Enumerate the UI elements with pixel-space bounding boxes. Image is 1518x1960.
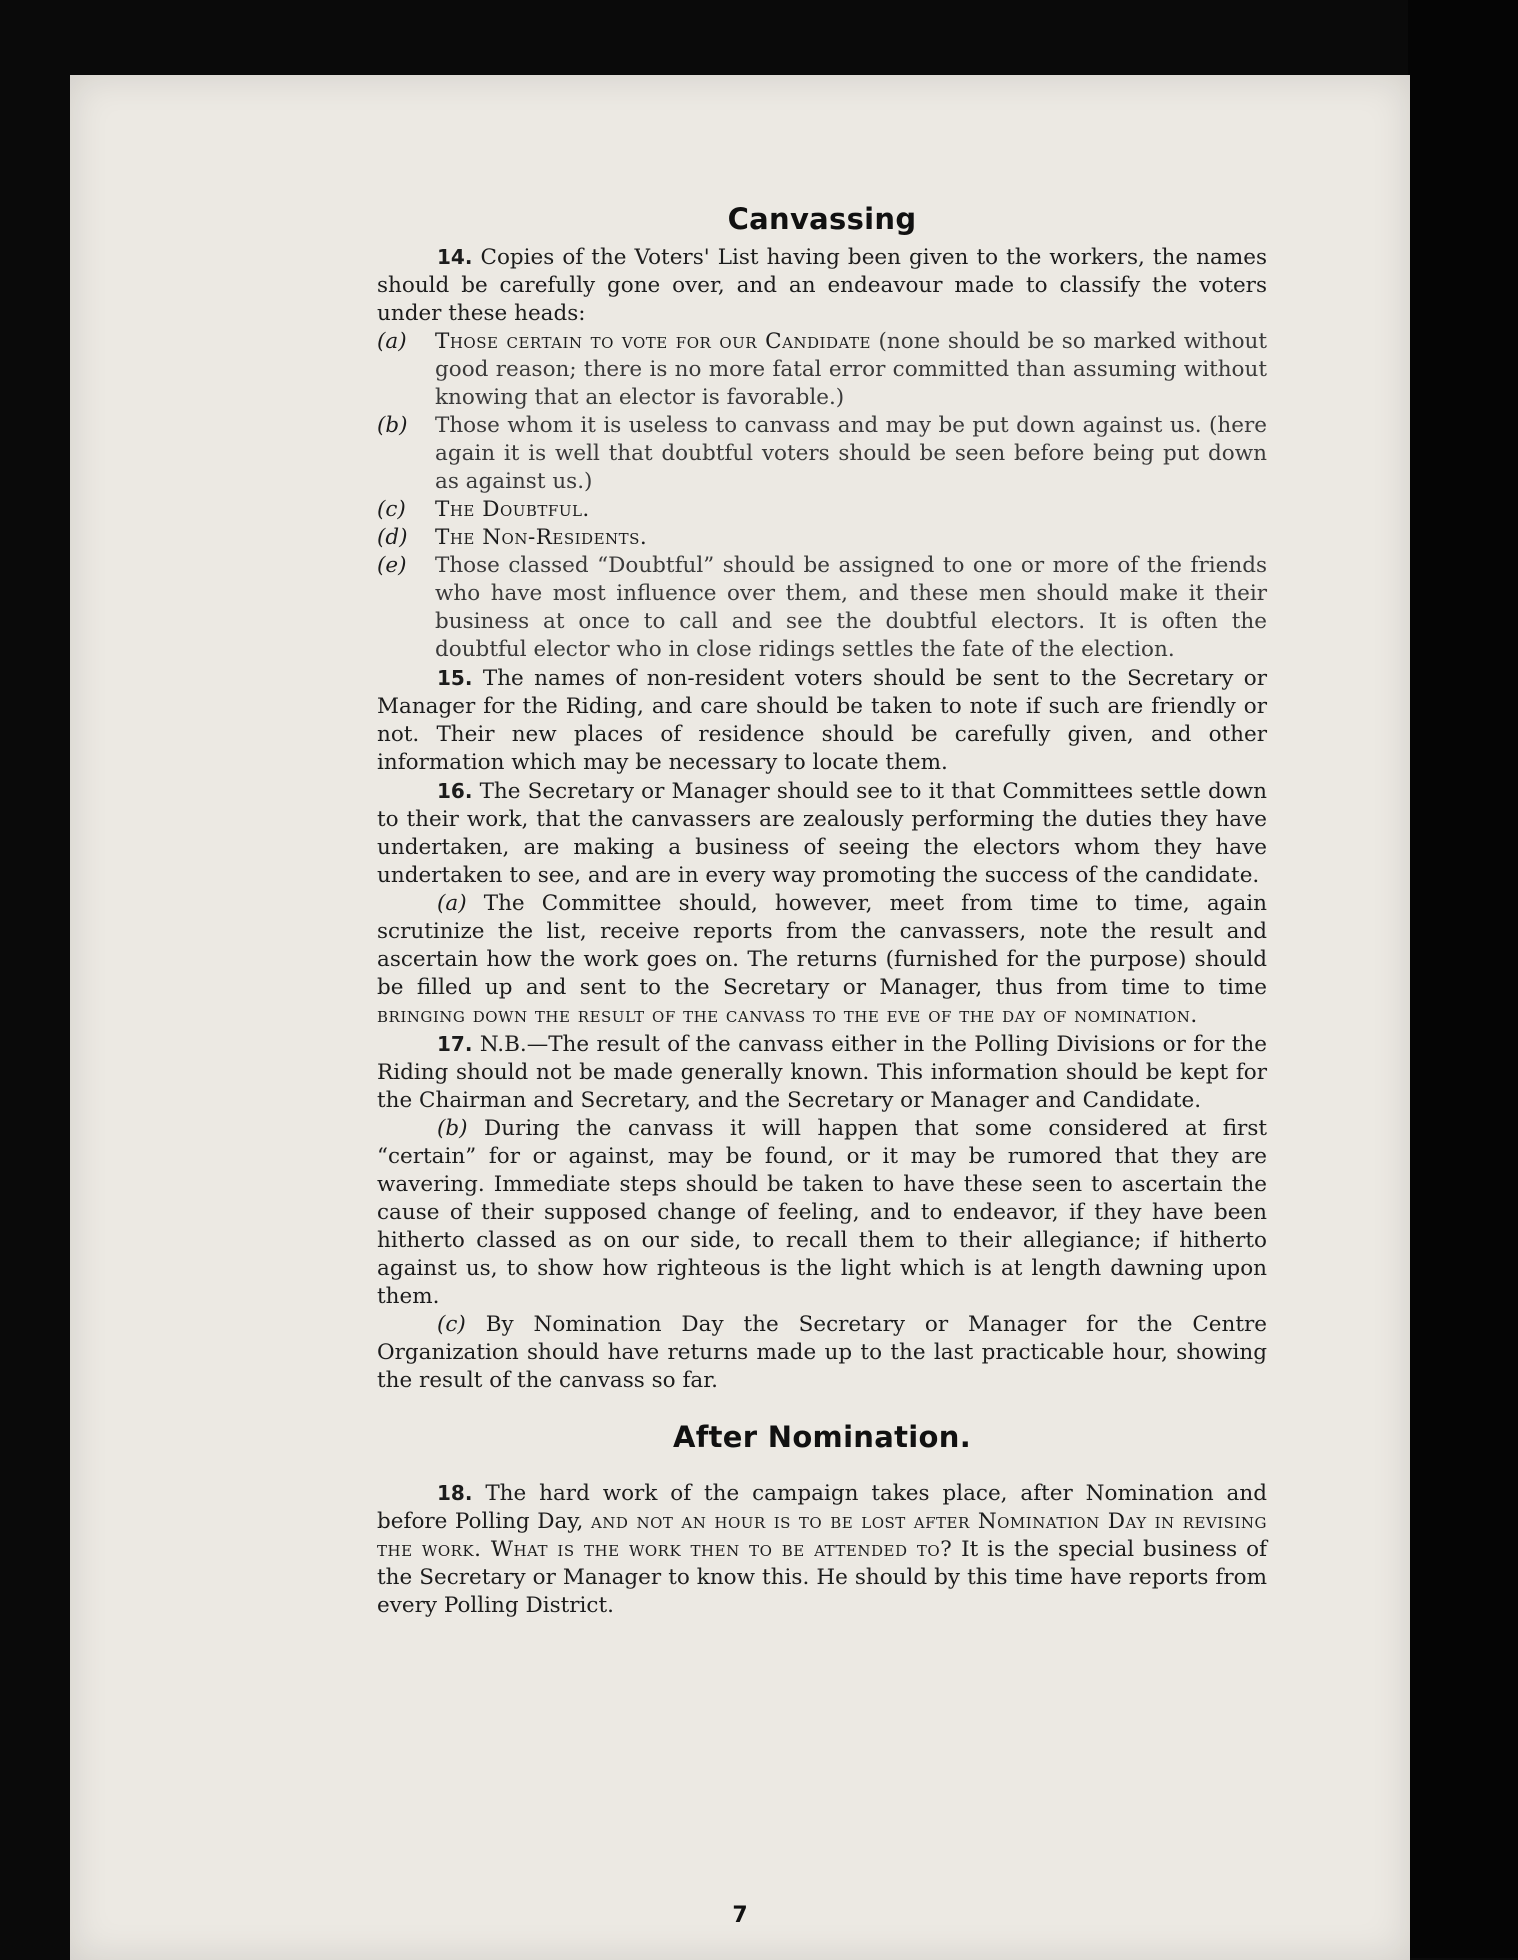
paragraph-text: N.B.—The result of the canvass either in the Polling Divisions or for the Riding should not be made generally known. This information should be kept for the Chairman and Secretary, and the Secretary or Manager and Candidate. <box>377 1032 1267 1113</box>
list-item <box>377 328 1267 412</box>
list-item <box>377 552 1267 664</box>
paragraph-text: During the canvass it will happen that some considered at first “certain” for or against, may be found, or it may be rumored that they are wavering. Immediate steps should be taken to have these seen to ascertain the cause of their supposed change of feeling, and to endeavor, if they have been hitherto classed as on our side, to recall them to their allegiance; if hitherto against us, to show how righteous is the light which is at length dawning upon them. <box>377 1116 1267 1309</box>
item-lead: The Non-Residents. <box>435 525 648 550</box>
paragraph-text: Copies of the Voters' List having been given to the workers, the names should be carefully gone over, and an endeavour made to classify the voters under these heads: <box>377 245 1267 326</box>
paragraph-16a <box>377 890 1267 1030</box>
item-marker: (b) <box>377 413 408 438</box>
paragraph-14 <box>377 243 1267 328</box>
item-text: Those whom it is useless to canvass and may be put down against us. (here again it is well that doubtful voters should be seen before being put down as against us.) <box>435 413 1267 494</box>
section-heading-after-nomination: After Nomination. <box>672 1420 972 1454</box>
paragraph-number: 16. <box>437 779 473 803</box>
paragraph-text: The Committee should, however, meet from time to time, again scrutinize the list, receive reports from the canvassers, note the result and ascertain how the work goes on. The returns (furnished for the purpose) should be filled up and sent to the Secretary or Manager, thus from time to time <box>377 891 1267 1000</box>
page-content <box>377 202 1267 1620</box>
list-item <box>377 524 1267 552</box>
list-item <box>377 496 1267 524</box>
paragraph-16 <box>377 777 1267 890</box>
paragraph-number: 15. <box>437 666 473 690</box>
section-heading-canvassing: Canvassing <box>727 202 917 236</box>
paragraph-marker: (a) <box>437 891 467 916</box>
paragraph-text: The Secretary or Manager should see to it that Committees settle down to their work, that the canvassers are zealously performing the duties they have undertaken, are making a business of seeing the electors whom they have undertaken to see, and are in every way promoting the success of the candidate. <box>377 779 1267 888</box>
paragraph-17b <box>377 1115 1267 1311</box>
item-marker: (c) <box>377 497 406 522</box>
paragraph-17 <box>377 1030 1267 1115</box>
page-number: 7 <box>732 1903 748 1928</box>
scan-border <box>1408 0 1518 1958</box>
list-item <box>377 412 1267 496</box>
paragraph-text: The names of non-resident voters should be sent to the Secretary or Manager for the Riding, and care should be taken to note if such are friendly or not. Their new places of residence should be carefully given, and other information which may be necessary to locate them. <box>377 666 1267 775</box>
paragraph-18 <box>377 1479 1267 1620</box>
paragraph-marker: (c) <box>437 1312 466 1337</box>
paragraph-caps-text: bringing down the result of the canvass to the eve of the day of nomination. <box>377 1003 1198 1028</box>
item-lead: The Doubtful. <box>435 497 590 522</box>
paragraph-number: 14. <box>437 245 473 269</box>
item-marker: (a) <box>377 329 407 354</box>
paragraph-text: The hard work of the campaign takes place, after Nomination and before Polling Day, <box>377 1481 1267 1534</box>
item-marker: (d) <box>377 525 408 550</box>
item-lead: Those certain to vote for our Candidate <box>435 329 871 354</box>
paragraph-number: 17. <box>437 1032 473 1056</box>
paragraph-caps-text: and not an hour is to be lost after Nomination Day in revising the work. What is the work then to be attended to? <box>377 1509 1267 1562</box>
paragraph-17c <box>377 1311 1267 1395</box>
paragraph-marker: (b) <box>437 1116 468 1141</box>
item-text: (none should be so marked without good reason; there is no more fatal error committed than assuming without knowing that an elector is favorable.) <box>435 329 1267 410</box>
item-marker: (e) <box>377 553 407 578</box>
paragraph-text-continued: It is the special business of the Secretary or Manager to know this. He should by this time have reports from every Polling District. <box>377 1537 1267 1618</box>
paragraph-text: By Nomination Day the Secretary or Manager for the Centre Organization should have returns made up to the last practicable hour, showing the result of the canvass so far. <box>377 1312 1267 1393</box>
item-text: Those classed “Doubtful” should be assigned to one or more of the friends who have most influence over them, and these men should make it their business at once to call and see the doubtful electors. It is often the doubtful elector who in close ridings settles the fate of the election. <box>435 553 1267 662</box>
document-page <box>70 75 1410 1960</box>
paragraph-15 <box>377 664 1267 777</box>
paragraph-number: 18. <box>437 1481 473 1505</box>
